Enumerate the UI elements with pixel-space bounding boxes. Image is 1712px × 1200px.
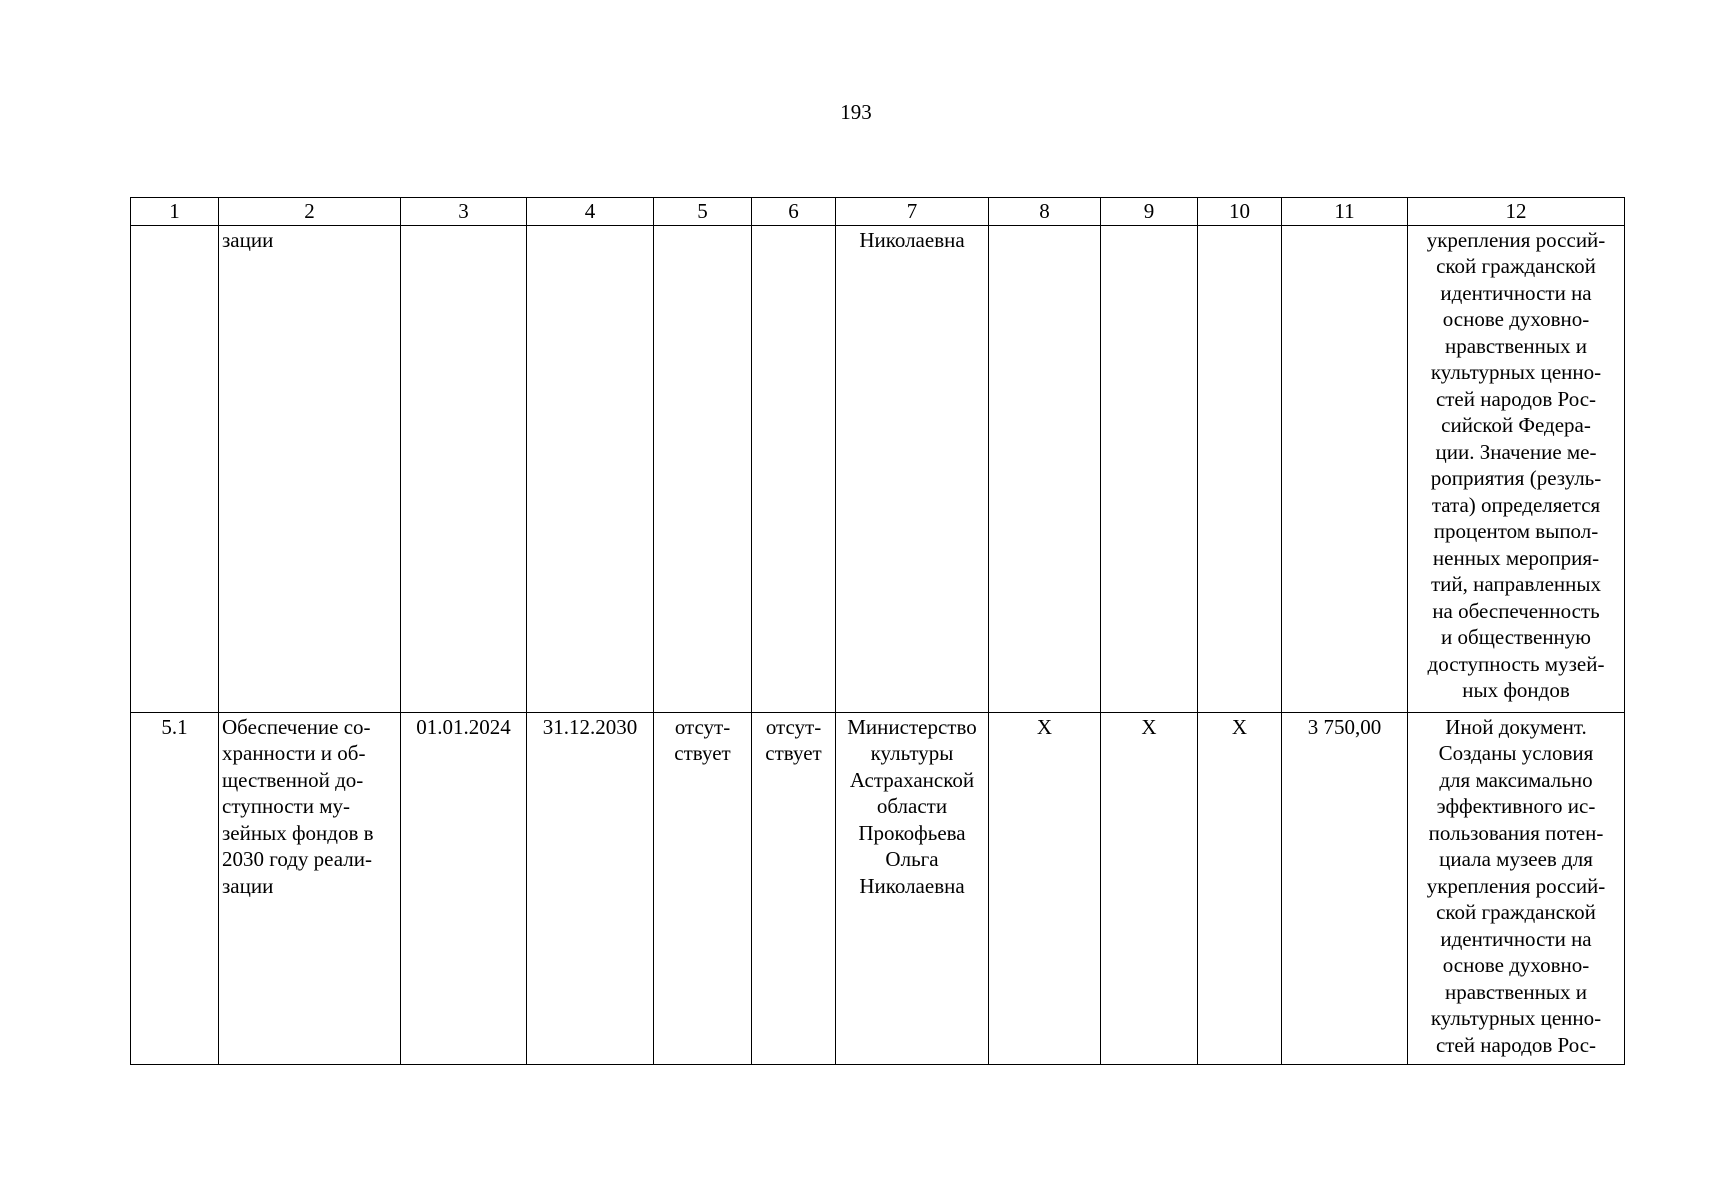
cell-col10: X xyxy=(1198,712,1282,1064)
cell-col5: отсут- ствует xyxy=(654,712,752,1064)
cell-empty xyxy=(752,225,836,712)
cell-result-continuation: укрепления россий- ской гражданской идентичности на основе духовно- нравственных и культурных ценно- стей народов Рос- сийской Федера- ции. Значение ме- роприятия (резуль- тата) определяется процентом выпол- ненных мероприя- тий, направленных на обеспеченность и общественную доступность музей- ных фондов xyxy=(1408,225,1625,712)
cell-row-number: 5.1 xyxy=(131,712,219,1064)
cell-name-continuation: зации xyxy=(219,225,401,712)
table-row-5-1 xyxy=(131,712,1625,1064)
cell-amount: 3 750,00 xyxy=(1282,712,1408,1064)
cell-end-date: 31.12.2030 xyxy=(527,712,654,1064)
column-number: 2 xyxy=(219,198,401,226)
cell-start-date: 01.01.2024 xyxy=(401,712,527,1064)
column-number: 12 xyxy=(1408,198,1625,226)
page-number: 193 xyxy=(840,100,872,124)
cell-col8: X xyxy=(989,712,1101,1064)
cell-empty xyxy=(989,225,1101,712)
cell-empty xyxy=(1198,225,1282,712)
cell-responsible-continuation: Николаевна xyxy=(836,225,989,712)
cell-name: Обеспечение со- хранности и об- щественной до- ступности му- зейных фондов в 2030 году реали- зации xyxy=(219,712,401,1064)
cell-empty xyxy=(401,225,527,712)
column-number: 7 xyxy=(836,198,989,226)
column-number: 9 xyxy=(1101,198,1198,226)
table-row-continuation xyxy=(131,225,1625,712)
column-number: 10 xyxy=(1198,198,1282,226)
column-number: 6 xyxy=(752,198,836,226)
column-number: 3 xyxy=(401,198,527,226)
column-number-row xyxy=(131,198,1625,226)
cell-empty xyxy=(527,225,654,712)
column-number: 4 xyxy=(527,198,654,226)
cell-col6: отсут- ствует xyxy=(752,712,836,1064)
cell-empty xyxy=(1282,225,1408,712)
column-number: 5 xyxy=(654,198,752,226)
cell-empty xyxy=(1101,225,1198,712)
column-number: 8 xyxy=(989,198,1101,226)
cell-responsible: Министерство культуры Астраханской области Прокофьева Ольга Николаевна xyxy=(836,712,989,1064)
cell-col9: X xyxy=(1101,712,1198,1064)
cell-result: Иной документ. Созданы условия для максимально эффективного ис- пользования потен- циала музеев для укрепления россий- ской гражданской идентичности на основе духовно- нравственных и культурных ценно- стей народов Рос- xyxy=(1408,712,1625,1064)
column-number: 1 xyxy=(131,198,219,226)
cell-empty xyxy=(654,225,752,712)
cell-empty xyxy=(131,225,219,712)
document-table xyxy=(130,197,1625,1065)
column-number: 11 xyxy=(1282,198,1408,226)
